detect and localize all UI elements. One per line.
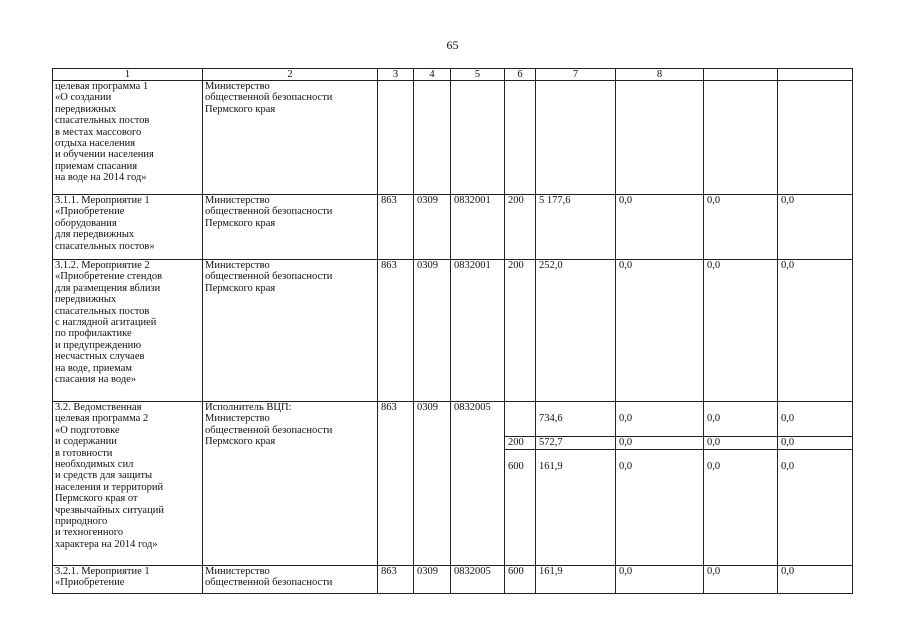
- table-cell: 0832005: [451, 402, 505, 566]
- table-cell: 0309: [414, 566, 451, 594]
- program-name-cell: 3.1.1. Мероприятие 1 «Приобретение оборудования для передвижных спасательных постов»: [53, 195, 203, 260]
- table-cell: 0832005: [451, 566, 505, 594]
- cell-line: 0,0: [619, 413, 633, 425]
- cell-line: 0,0: [616, 436, 703, 449]
- table-row: [53, 81, 853, 195]
- cell-line: 734,6: [539, 413, 563, 425]
- program-name-cell: 3.2.1. Мероприятие 1 «Приобретение: [53, 566, 203, 594]
- cell-line: 200: [505, 436, 535, 449]
- cell-line: 0,0: [781, 413, 795, 425]
- table-cell: 0,0: [704, 566, 778, 594]
- program-name-cell: 3.2. Ведомственная целевая программа 2 «О подготовке и содержании в готовности необходимых сил и средств для защиты населения и территорий Пермского края от чрезвычайных ситуаций природного и техногенного характера на 2014 год»: [53, 402, 203, 566]
- table-cell: 5 177,6: [536, 195, 616, 260]
- program-name-cell: 3.1.2. Мероприятие 2 «Приобретение стендов для размещения вблизи передвижных спасательных постов с наглядной агитацией по профилактике и предупреждению несчастных случаев на воде, приемам спасания на воде»: [53, 260, 203, 402]
- table-cell: 600: [505, 566, 536, 594]
- executor-cell: Министерство общественной безопасности Пермского края: [203, 260, 378, 402]
- cell-line: 0,0: [707, 413, 721, 425]
- table-cell: [505, 402, 536, 566]
- executor-cell: Министерство общественной безопасности Пермского края: [203, 195, 378, 260]
- cell-line: 0,0: [781, 461, 795, 472]
- table-cell: [616, 402, 704, 566]
- table-cell: 0,0: [778, 260, 853, 402]
- budget-table: [52, 68, 853, 594]
- cell-line: 572,7: [536, 436, 615, 449]
- cell-line: 0,0: [619, 461, 633, 472]
- executor-cell: Исполнитель ВЦП: Министерство общественной безопасности Пермского края: [203, 402, 378, 566]
- table-row: [53, 402, 853, 566]
- table-row: [53, 195, 853, 260]
- table-cell: [778, 402, 853, 566]
- table-cell: [536, 402, 616, 566]
- header-cell: 8: [616, 69, 704, 81]
- cell-line: 0,0: [707, 461, 721, 472]
- table-cell: 0832001: [451, 260, 505, 402]
- header-cell: [778, 69, 853, 81]
- table-cell: [451, 81, 505, 195]
- cell-line: 600: [508, 461, 524, 472]
- cell-line: 0,0: [778, 436, 852, 449]
- table-cell: [505, 81, 536, 195]
- table-cell: 863: [378, 195, 414, 260]
- executor-cell: Министерство общественной безопасности Пермского края: [203, 81, 378, 195]
- table-cell: 0832001: [451, 195, 505, 260]
- page-number: 65: [446, 38, 459, 52]
- cell-line: 161,9: [539, 461, 563, 472]
- table-cell: [414, 81, 451, 195]
- table-row: [53, 566, 853, 594]
- table-cell: 0,0: [778, 566, 853, 594]
- table-cell: 863: [378, 260, 414, 402]
- table-cell: 252,0: [536, 260, 616, 402]
- table-cell: [536, 81, 616, 195]
- table-cell: 0,0: [616, 195, 704, 260]
- table-cell: [704, 81, 778, 195]
- table-cell: 161,9: [536, 566, 616, 594]
- table-cell: 0,0: [704, 260, 778, 402]
- table-cell: 0,0: [616, 566, 704, 594]
- table-cell: 200: [505, 195, 536, 260]
- table-cell: 0,0: [616, 260, 704, 402]
- header-cell: 1: [53, 69, 203, 81]
- table-cell: 0309: [414, 402, 451, 566]
- header-row: [53, 69, 853, 81]
- header-cell: 4: [414, 69, 451, 81]
- cell-line: 0,0: [704, 436, 777, 449]
- table-cell: [616, 81, 704, 195]
- table-cell: [704, 402, 778, 566]
- header-cell: 3: [378, 69, 414, 81]
- table-cell: 0,0: [778, 195, 853, 260]
- header-cell: 2: [203, 69, 378, 81]
- table-cell: 0,0: [704, 195, 778, 260]
- table-cell: 0309: [414, 260, 451, 402]
- table-cell: [378, 81, 414, 195]
- header-cell: 7: [536, 69, 616, 81]
- table-cell: 200: [505, 260, 536, 402]
- table-cell: 0309: [414, 195, 451, 260]
- header-cell: 5: [451, 69, 505, 81]
- executor-cell: Министерство общественной безопасности: [203, 566, 378, 594]
- header-cell: [704, 69, 778, 81]
- table-cell: 863: [378, 566, 414, 594]
- header-cell: 6: [505, 69, 536, 81]
- table-cell: [778, 81, 853, 195]
- program-name-cell: целевая программа 1 «О создании передвижных спасательных постов в местах массового отдыха населения и обучении населения приемам спасания на воде на 2014 год»: [53, 81, 203, 195]
- table-cell: 863: [378, 402, 414, 566]
- cell-line: [505, 413, 535, 424]
- table-row: [53, 260, 853, 402]
